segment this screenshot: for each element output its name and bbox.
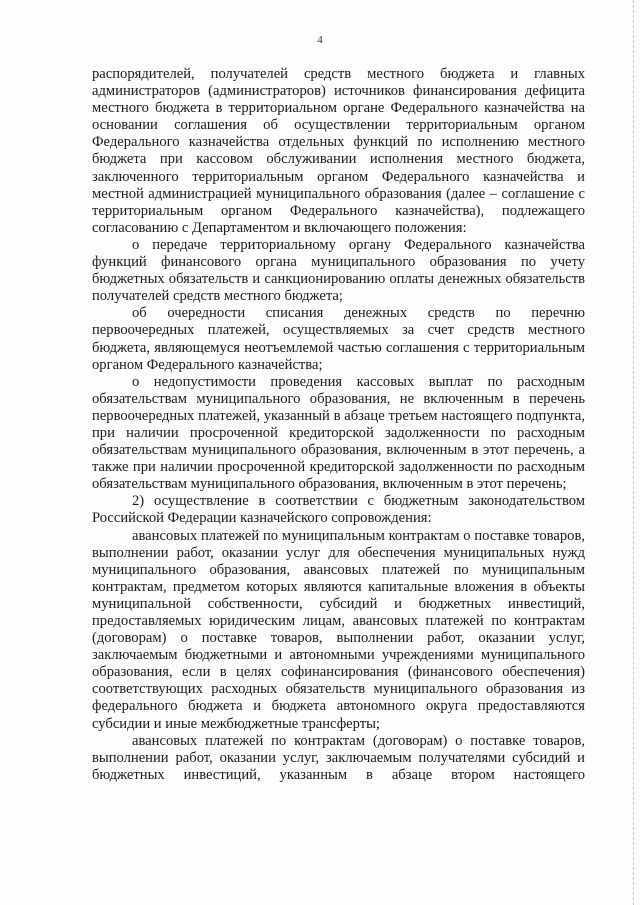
paragraph-item-2: 2) осуществление в соответствии с бюджетным законодательством Российской Федерации казначейского сопровождения: — [92, 493, 585, 527]
document-body — [92, 66, 585, 784]
paragraph-payment-order: об очередности списания денежных средств по перечню первоочередных платежей, осуществляемых за счет средств местного бюджета, являющемуся неотъемлемой частью соглашения с территориальным органом Федерального казначейства; — [92, 305, 585, 373]
paragraph-transfer-functions: о передаче территориальному органу Федерального казначейства функций финансового органа муниципального образования по учету бюджетных обязательств и санкционированию оплаты денежных обязательств получателей средств местного бюджета; — [92, 236, 585, 305]
paragraph-inadmissibility: о недопустимости проведения кассовых выплат по расходным обязательствам муниципального образования, не включенным в перечень первоочередных платежей, указанный в абзаце третьем настоящего подпункта, при наличии просроченной кредиторской задолженности по расходным обязательствам муниципального образования, включенным в этот перечень, а также при наличии просроченной кредиторской задолженности по расходным обязательствам муниципального образования, включенным в этот перечень; — [92, 373, 585, 493]
paragraph-intro: распорядителей, получателей средств местного бюджета и главных администраторов (администраторов) источников финансирования дефицита местного бюджета в территориальном органе Федерального казначейства на основании соглашения об осуществлении территориальным органом Федерального казначейства отдельных функций по исполнению местного бюджета при кассовом обслуживании исполнения местного бюджета, заключенного территориальным органом Федерального казначейства и местной администрацией муниципального образования (далее – соглашение с территориальным органом Федерального казначейства), подлежащего согласованию с Департаментом и включающего положения: — [92, 66, 585, 236]
page-edge — [633, 0, 634, 905]
paragraph-advance-contracts: авансовых платежей по контрактам (договорам) о поставке товаров, выполнении работ, оказании услуг, заключаемым получателями субсидий и бюджетных инвестиций, указанным в абзаце втором настоящего — [92, 732, 585, 783]
paragraph-advance-municipal: авансовых платежей по муниципальным контрактам о поставке товаров, выполнении работ, оказании услуг для обеспечения муниципальных нужд муниципального образования, авансовых платежей по муниципальным контрактам, предметом которых являются капитальные вложения в объекты муниципальной собственности, субсидий и бюджетных инвестиций, предоставляемых юридическим лицам, авансовых платежей по контрактам (договорам) о поставке товаров, выполнении работ, оказании услуг, заключаемым бюджетными и автономными учреждениями муниципального образования, если в целях софинансирования (финансового обеспечения) соответствующих расходных обязательств муниципального образования из федерального бюджета и бюджета автономного округа предоставляются субсидии и иные межбюджетные трансферты; — [92, 527, 585, 732]
page-number: 4 — [317, 34, 323, 46]
